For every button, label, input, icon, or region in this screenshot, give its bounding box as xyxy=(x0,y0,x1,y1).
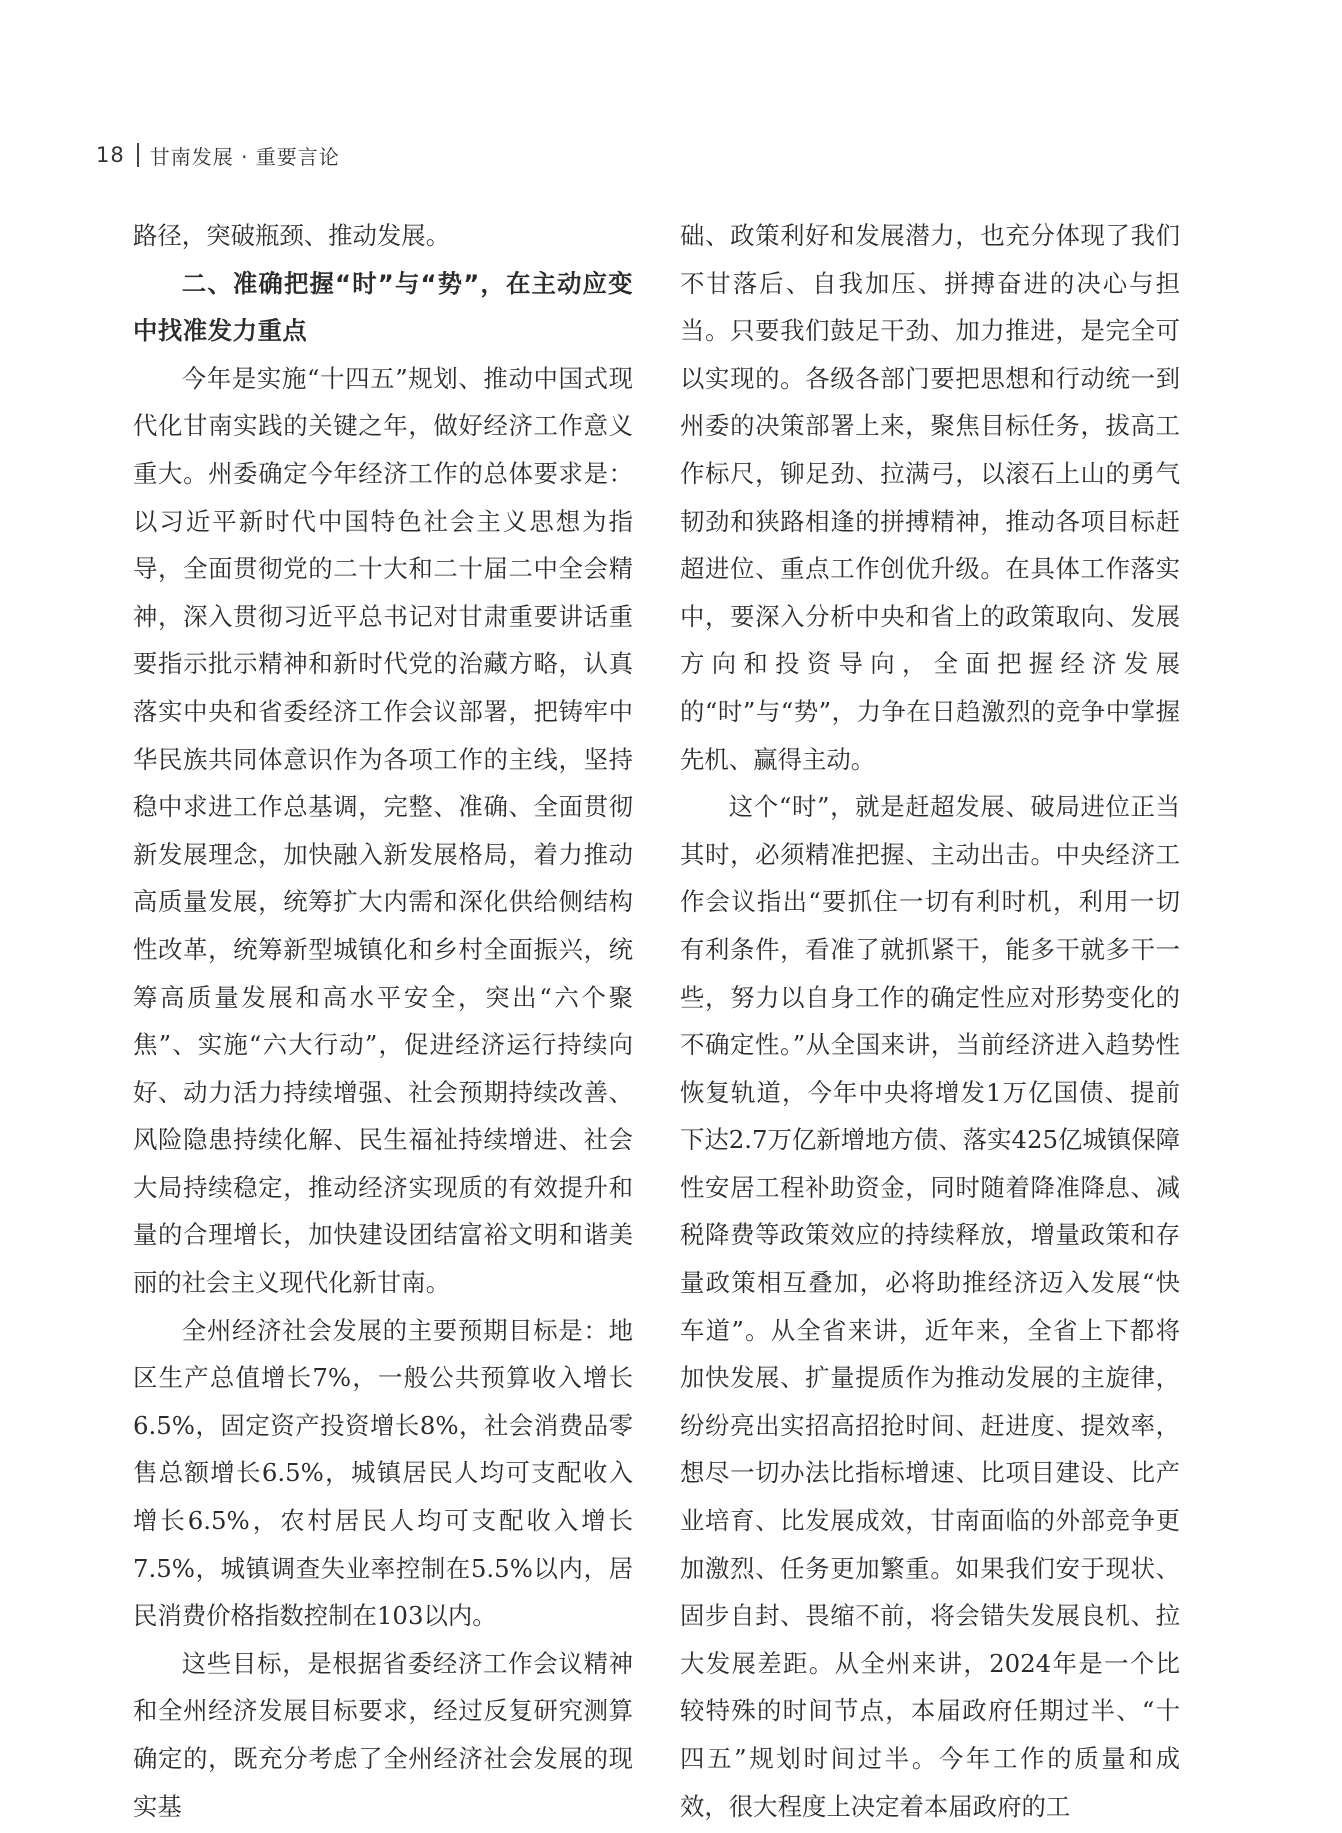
paragraph-continued: 路径，突破瓶颈、推动发展。 xyxy=(133,221,451,250)
header-divider xyxy=(137,143,139,167)
paragraph-timing: 这个“时”，就是赶超发展、破局进位正当其时，必须精准把握、主动出击。中央经济工作会议指出“要抓住一切有利时机，利用一切有利条件，看准了就抓紧干，能多干就多干一些，努力以自身工作的确定性应对形势变化的不确定性。”从全国来讲，当前经济进入趋势性恢复轨道，今年中央将增发1万亿国债、提前下达2.7万亿新增地方债、落实425亿城镇保障性安居工程补助资金，同时随着降准降息、减税降费等政策效应的持续释放，增量政策和存量政策相互叠加，必将助推经济迈入发展“快车道”。从全省来讲，近年来，全省上下都将加快发展、扩量提质作为推动发展的主旋律，纷纷亮出实招高招抢时间、赶进度、提效率，想尽一切办法比指标增速、比项目建设、比产业培育、比发展成效，甘南面临的外部竞争更加激烈、任务更加繁重。如果我们安于现状、固步自封、畏缩不前，将会错失发展良机、拉大发展差距。从全州来讲，2024年是一个比较特殊的时间节点，本届政府任期过半、“十四五”规划时间过半。今年工作的质量和成效，很大程度上决定着本届政府的工 xyxy=(680,792,1180,1821)
left-column xyxy=(133,212,633,1830)
page-number: 18 xyxy=(96,143,125,167)
page-header xyxy=(96,138,340,172)
paragraph-continued-right: 础、政策利好和发展潜力，也充分体现了我们不甘落后、自我加压、拼搏奋进的决心与担当。只要我们鼓足干劲、加力推进，是完全可以实现的。各级各部门要把思想和行动统一到州委的决策部署上来，聚焦目标任务，拔高工作标尺，铆足劲、拉满弓，以滚石上山的勇气韧劲和狭路相逢的拼搏精神，推动各项目标赶超进位、重点工作创优升级。在具体工作落实中，要深入分析中央和省上的政策取向、发展方向和投资导向，全面把握经济发展的“时”与“势”，力争在日趋激烈的竞争中掌握先机、赢得主动。 xyxy=(680,221,1180,774)
paragraph-overall-requirements: 今年是实施“十四五”规划、推动中国式现代化甘南实践的关键之年，做好经济工作意义重大。州委确定今年经济工作的总体要求是：以习近平新时代中国特色社会主义思想为指导，全面贯彻党的二十大和二十届二中全会精神，深入贯彻习近平总书记对甘肃重要讲话重要指示批示精神和新时代党的治藏方略，认真落实中央和省委经济工作会议部署，把铸牢中华民族共同体意识作为各项工作的主线，坚持稳中求进工作总基调，完整、准确、全面贯彻新发展理念，加快融入新发展格局，着力推动高质量发展，统筹扩大内需和深化供给侧结构性改革，统筹新型城镇化和乡村全面振兴，统筹高质量发展和高水平安全，突出“六个聚焦”、实施“六大行动”，促进经济运行持续向好、动力活力持续增强、社会预期持续改善、风险隐患持续化解、民生福祉持续增进、社会大局持续稳定，推动经济实现质的有效提升和量的合理增长，加快建设团结富裕文明和谐美丽的社会主义现代化新甘南。 xyxy=(133,363,633,1298)
paragraph-target-basis: 这些目标，是根据省委经济工作会议精神和全州经济发展目标要求，经过反复研究测算确定的，既充分考虑了全州经济社会发展的现实基 xyxy=(133,1648,633,1821)
section-title: 甘南发展 · 重要言论 xyxy=(149,144,340,169)
paragraph-expected-targets: 全州经济社会发展的主要预期目标是：地区生产总值增长7%，一般公共预算收入增长6.5%，固定资产投资增长8%，社会消费品零售总额增长6.5%，城镇居民人均可支配收入增长6.5%，农村居民人均可支配收入增长7.5%，城镇调查失业率控制在5.5%以内，居民消费价格指数控制在103以内。 xyxy=(133,1315,633,1631)
right-column xyxy=(680,212,1180,1830)
section-heading: 二、准确把握“时”与“势”，在主动应变中找准发力重点 xyxy=(133,268,633,346)
